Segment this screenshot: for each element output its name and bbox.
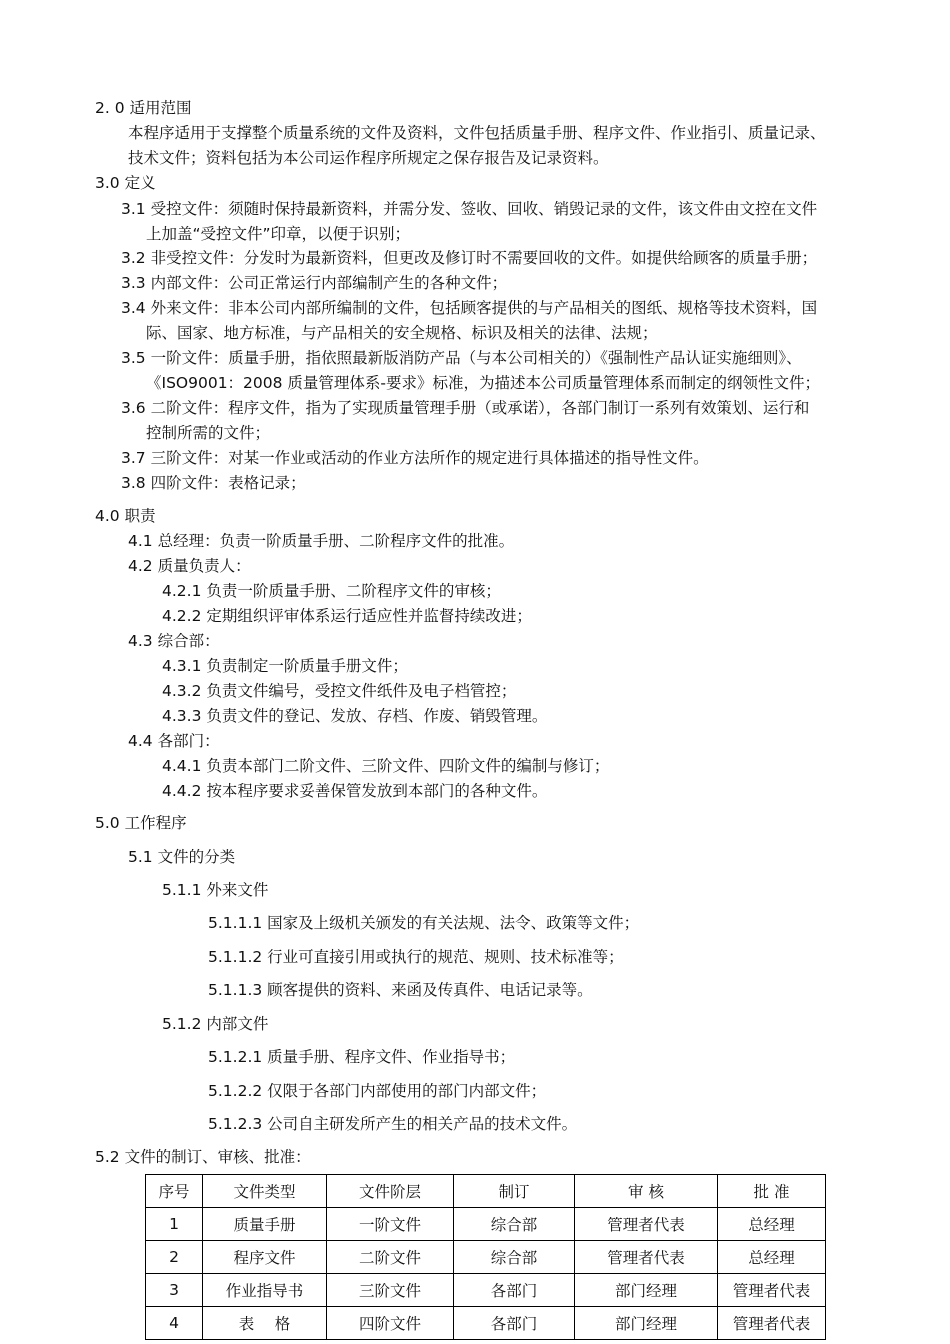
definition-3-4-cont: 际、国家、地方标准，与产品相关的安全规格、标识及相关的法律、法规； — [146, 324, 658, 342]
header-cell: 审 核 — [575, 1175, 718, 1208]
table-row — [146, 1307, 826, 1340]
scope-text-line: 技术文件；资料包括为本公司运作程序所规定之保存报告及记录资料。 — [128, 149, 609, 167]
definition-3-8: 3.8 四阶文件：表格记录； — [121, 474, 306, 492]
table-cell: 总经理 — [718, 1241, 826, 1274]
table-cell: 质量手册 — [203, 1208, 327, 1241]
procedure-5-1-1-1: 5.1.1.1 国家及上级机关颁发的有关法规、法令、政策等文件； — [208, 914, 640, 932]
table-cell: 管理者代表 — [575, 1241, 718, 1274]
definition-3-6: 3.6 二阶文件：程序文件，指为了实现质量管理手册（或承诺），各部门制订一系列有效策划、运行和 — [121, 399, 810, 417]
procedure-5-1-2: 5.1.2 内部文件 — [162, 1015, 269, 1033]
responsibility-4-1: 4.1 总经理：负责一阶质量手册、二阶程序文件的批准。 — [128, 532, 515, 550]
procedure-5-2: 5.2 文件的制订、审核、批准： — [95, 1148, 311, 1166]
procedure-5-1-2-3: 5.1.2.3 公司自主研发所产生的相关产品的技术文件。 — [208, 1115, 578, 1133]
table-cell: 各部门 — [454, 1307, 575, 1340]
table-cell: 综合部 — [454, 1241, 575, 1274]
table-cell: 总经理 — [718, 1208, 826, 1241]
header-cell: 制订 — [454, 1175, 575, 1208]
table-cell: 管理者代表 — [718, 1274, 826, 1307]
responsibility-4-2-1: 4.2.1 负责一阶质量手册、二阶程序文件的审核； — [162, 582, 501, 600]
procedure-5-1-1-2: 5.1.1.2 行业可直接引用或执行的规范、规则、技术标准等； — [208, 948, 624, 966]
table-cell: 管理者代表 — [575, 1208, 718, 1241]
header-cell: 文件类型 — [203, 1175, 327, 1208]
responsibility-4-3: 4.3 综合部： — [128, 632, 220, 650]
table-cell: 三阶文件 — [327, 1274, 454, 1307]
definition-3-6-cont: 控制所需的文件； — [146, 424, 271, 442]
table-cell: 2 — [146, 1241, 203, 1274]
definition-3-1: 3.1 受控文件：须随时保持最新资料，并需分发、签收、回收、销毁记录的文件，该文件由文控在文件 — [121, 200, 818, 218]
table-header-row — [146, 1175, 826, 1208]
table-cell: 部门经理 — [575, 1307, 718, 1340]
table-cell: 作业指导书 — [203, 1274, 327, 1307]
section-3-heading: 3.0 定义 — [95, 174, 156, 192]
document-approval-table — [145, 1174, 826, 1340]
procedure-5-1-1-3: 5.1.1.3 顾客提供的资料、来函及传真件、电话记录等。 — [208, 981, 593, 999]
definition-3-3: 3.3 内部文件：公司正常运行内部编制产生的各种文件； — [121, 274, 508, 292]
header-cell: 文件阶层 — [327, 1175, 454, 1208]
definition-3-5-cont: 《ISO9001：2008 质量管理体系-要求》标准，为描述本公司质量管理体系而制定的纲领性文件； — [146, 374, 821, 392]
procedure-5-1: 5.1 文件的分类 — [128, 848, 236, 866]
header-cell: 批 准 — [718, 1175, 826, 1208]
table-cell: 各部门 — [454, 1274, 575, 1307]
definition-3-4: 3.4 外来文件：非本公司内部所编制的文件，包括顾客提供的与产品相关的图纸、规格等技术资料，国 — [121, 299, 818, 317]
table-row — [146, 1208, 826, 1241]
table-cell: 综合部 — [454, 1208, 575, 1241]
definition-3-5: 3.5 一阶文件：质量手册，指依照最新版消防产品（与本公司相关的）《强制性产品认证实施细则》、 — [121, 349, 802, 367]
procedure-5-1-2-1: 5.1.2.1 质量手册、程序文件、作业指导书； — [208, 1048, 516, 1066]
table-row — [146, 1241, 826, 1274]
procedure-5-1-2-2: 5.1.2.2 仅限于各部门内部使用的部门内部文件； — [208, 1082, 547, 1100]
table-cell: 一阶文件 — [327, 1208, 454, 1241]
responsibility-4-3-1: 4.3.1 负责制定一阶质量手册文件； — [162, 657, 408, 675]
table-cell: 二阶文件 — [327, 1241, 454, 1274]
table-cell: 1 — [146, 1208, 203, 1241]
table-cell: 表 格 — [203, 1307, 327, 1340]
header-cell: 序号 — [146, 1175, 203, 1208]
responsibility-4-3-3: 4.3.3 负责文件的登记、发放、存档、作废、销毁管理。 — [162, 707, 548, 725]
table-cell: 4 — [146, 1307, 203, 1340]
procedure-5-1-1: 5.1.1 外来文件 — [162, 881, 269, 899]
scope-text-line: 本程序适用于支撑整个质量系统的文件及资料，文件包括质量手册、程序文件、作业指引、质量记录、 — [128, 124, 826, 142]
responsibility-4-2: 4.2 质量负责人： — [128, 557, 251, 575]
table-cell: 四阶文件 — [327, 1307, 454, 1340]
section-4-heading: 4.0 职责 — [95, 507, 156, 525]
table-cell: 程序文件 — [203, 1241, 327, 1274]
section-5-heading: 5.0 工作程序 — [95, 814, 187, 832]
table-cell: 部门经理 — [575, 1274, 718, 1307]
responsibility-4-3-2: 4.3.2 负责文件编号，受控文件纸件及电子档管控； — [162, 682, 517, 700]
definition-3-2: 3.2 非受控文件：分发时为最新资料，但更改及修订时不需要回收的文件。如提供给顾客的质量手册； — [121, 249, 818, 267]
definition-3-1-cont: 上加盖“受控文件”印章，以便于识别； — [146, 225, 411, 243]
definition-3-7: 3.7 三阶文件：对某一作业或活动的作业方法所作的规定进行具体描述的指导性文件。 — [121, 449, 709, 467]
responsibility-4-4-2: 4.4.2 按本程序要求妥善保管发放到本部门的各种文件。 — [162, 782, 548, 800]
responsibility-4-2-2: 4.2.2 定期组织评审体系运行适应性并监督持续改进； — [162, 607, 532, 625]
section-2-heading: 2. 0 适用范围 — [95, 99, 192, 117]
table-cell: 3 — [146, 1274, 203, 1307]
table-cell: 管理者代表 — [718, 1307, 826, 1340]
responsibility-4-4: 4.4 各部门： — [128, 732, 220, 750]
table-row — [146, 1274, 826, 1307]
responsibility-4-4-1: 4.4.1 负责本部门二阶文件、三阶文件、四阶文件的编制与修订； — [162, 757, 610, 775]
